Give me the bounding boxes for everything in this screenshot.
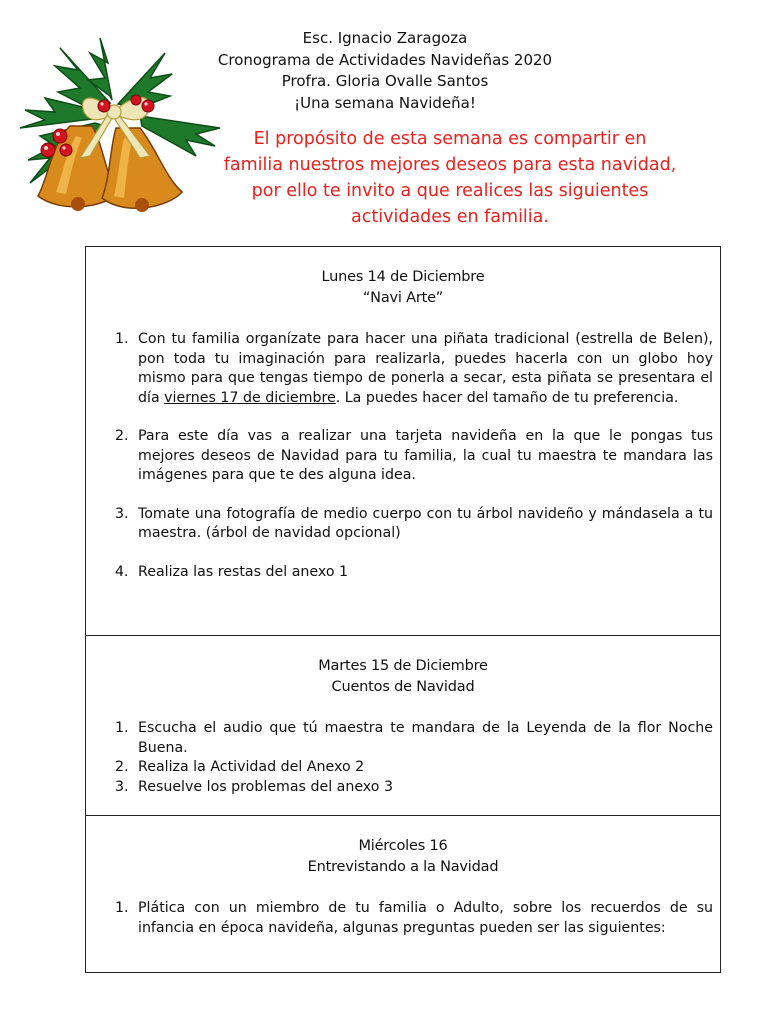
- purpose-line: actividades en familia.: [351, 207, 549, 227]
- list-item: [86, 330, 720, 408]
- item-date-underlined: viernes 17 de diciembre: [164, 389, 336, 406]
- item-text: Plática con un miembro de tu familia o Adulto, sobre los recuerdos de su infancia en época navideña, algunas preguntas pueden ser las siguientes:: [138, 900, 713, 936]
- purpose-line: por ello te invito a que realices las siguientes: [251, 181, 649, 201]
- section-day: Miércoles 16: [358, 838, 448, 854]
- document-header: [150, 28, 620, 114]
- item-number: 1.: [115, 900, 129, 916]
- item-number: 1.: [115, 331, 129, 347]
- item-number: 1.: [115, 720, 129, 736]
- item-text: Escucha el audio que tú maestra te mandara de la Leyenda de la flor Noche Buena.: [138, 720, 713, 756]
- item-text: Con tu familia organízate para hacer una piñata tradicional (estrella de Belen), pon toda tu imaginación para realizarla, puedes hacerla con un globo hoy mismo para que tengas tiempo de ponerla a secar, esta piñata se presentara el día: [138, 331, 713, 406]
- section-tuesday: [86, 635, 720, 815]
- item-text: Realiza las restas del anexo 1: [138, 563, 349, 580]
- section-monday: [86, 247, 720, 635]
- item-text: Para este día vas a realizar una tarjeta navideña en la que le pongas tus mejores deseos de Navidad para tu familia, la cual tu maestra te mandara las imágenes para que te des alguna idea.: [138, 428, 713, 483]
- teacher-name: Profra. Gloria Ovalle Santos: [281, 72, 489, 90]
- section-theme: Entrevistando a la Navidad: [307, 859, 499, 875]
- section-heading: [86, 836, 720, 878]
- activities-table: [85, 246, 721, 973]
- activity-list: [86, 330, 720, 582]
- document-title: Cronograma de Actividades Navideñas 2020: [217, 50, 553, 69]
- item-text: . La puedes hacer del tamaño de tu preferencia.: [335, 389, 679, 406]
- purpose-statement: [220, 126, 680, 230]
- item-text: Tomate una fotografía de medio cuerpo con tu árbol navideño y mándasela a tu maestra. (árbol de navidad opcional): [138, 505, 713, 541]
- item-text: Realiza la Actividad del Anexo 2: [138, 759, 365, 775]
- section-day: Martes 15 de Diciembre: [318, 658, 488, 674]
- section-theme: “Navi Arte”: [362, 290, 444, 306]
- list-item: [86, 899, 720, 938]
- list-item: [86, 758, 720, 778]
- document-subtitle: ¡Una semana Navideña!: [294, 93, 476, 112]
- item-number: 3.: [115, 778, 129, 795]
- activity-list: [86, 719, 720, 797]
- item-number: 2.: [115, 759, 129, 775]
- section-day: Lunes 14 de Diciembre: [321, 269, 485, 285]
- section-heading: [86, 656, 720, 698]
- item-number: 3.: [115, 505, 129, 522]
- item-number: 4.: [115, 563, 129, 580]
- section-wednesday: [86, 815, 720, 972]
- list-item: [86, 427, 720, 486]
- list-item: [86, 719, 720, 758]
- purpose-line: familia nuestros mejores deseos para esta navidad,: [223, 155, 677, 175]
- purpose-line: El propósito de esta semana es compartir en: [253, 129, 647, 149]
- list-item: [86, 505, 720, 544]
- item-number: 2.: [115, 428, 129, 444]
- school-name: Esc. Ignacio Zaragoza: [302, 29, 468, 47]
- section-heading: [86, 267, 720, 309]
- list-item: [86, 563, 720, 583]
- activity-list: [86, 899, 720, 938]
- section-theme: Cuentos de Navidad: [331, 679, 475, 695]
- list-item: [86, 778, 720, 798]
- item-text: Resuelve los problemas del anexo 3: [138, 778, 393, 795]
